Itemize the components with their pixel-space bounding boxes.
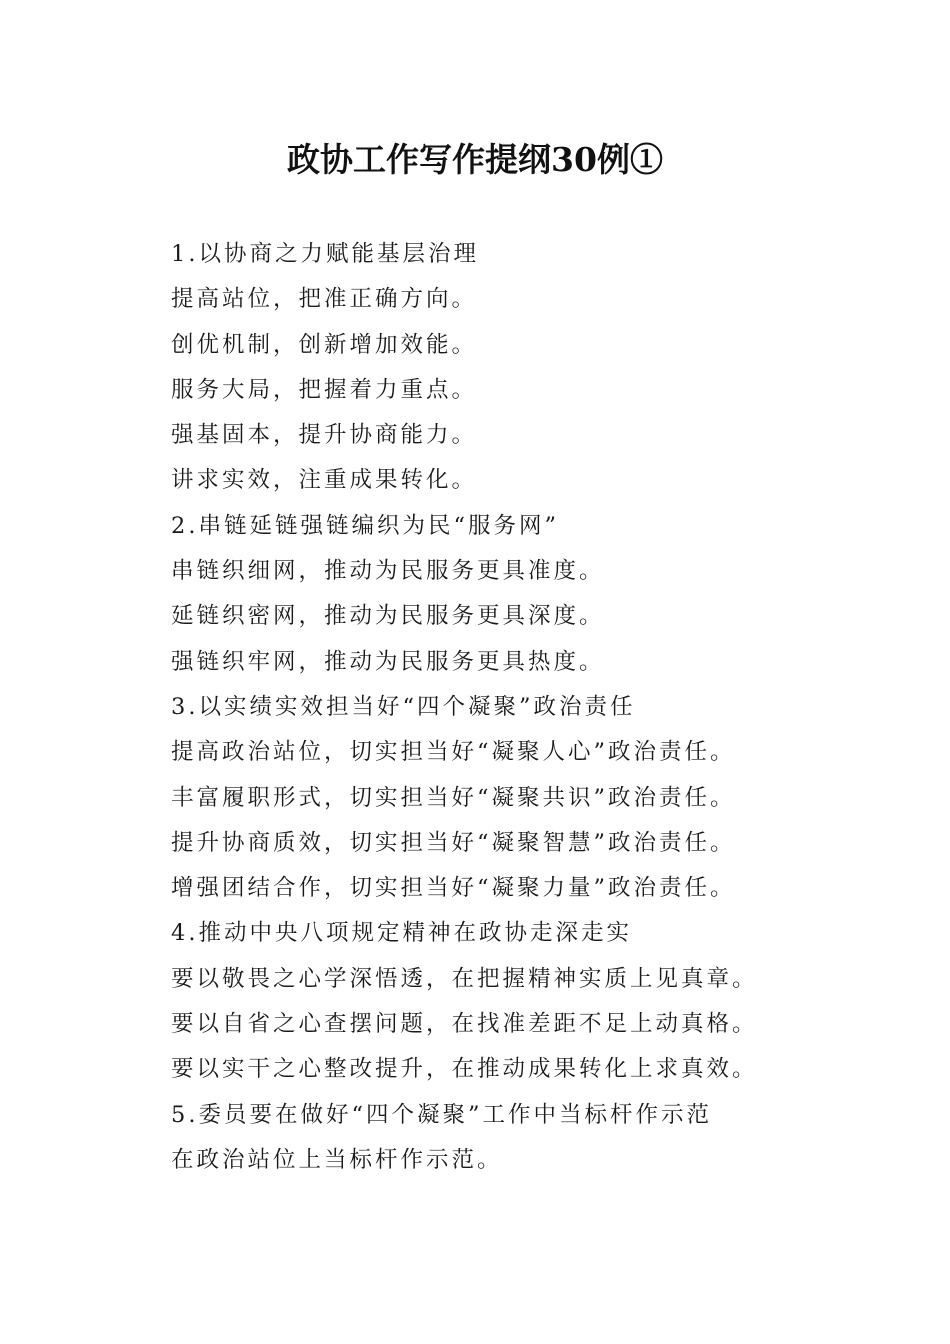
text-line: 服务大局，把握着力重点。 [171, 376, 478, 403]
text-line: 提高政治站位，切实担当好“凝聚人心”政治责任。 [171, 739, 736, 766]
document-title: 政协工作写作提纲30例① [287, 140, 663, 179]
text-line: 提升协商质效，切实担当好“凝聚智慧”政治责任。 [171, 829, 736, 856]
text-line: 丰富履职形式，切实担当好“凝聚共识”政治责任。 [171, 784, 736, 811]
heading-line-1: 1.以协商之力赋能基层治理 [171, 241, 479, 267]
heading-line-5: 5.委员要在做好“四个凝聚”工作中当标杆作示范 [171, 1101, 712, 1128]
text-line: 串链织细网，推动为民服务更具准度。 [171, 558, 605, 585]
heading-line-2: 2.串链延链强链编织为民“服务网” [171, 512, 559, 539]
text-line: 延链织密网，推动为民服务更具深度。 [171, 603, 605, 630]
text-line: 提高站位，把准正确方向。 [171, 286, 478, 313]
text-line: 要以自省之心查摆问题，在找准差距不足上动真格。 [171, 1011, 758, 1038]
text-line: 增强团结合作，切实担当好“凝聚力量”政治责任。 [171, 875, 736, 902]
heading-line-4: 4.推动中央八项规定精神在政协走深走实 [171, 920, 632, 947]
document-body [171, 232, 871, 1183]
text-line: 要以实干之心整改提升，在推动成果转化上求真效。 [171, 1056, 758, 1083]
text-line: 强链织牢网，推动为民服务更具热度。 [171, 648, 605, 675]
heading-line-3: 3.以实绩实效担当好“四个凝聚”政治责任 [171, 693, 636, 720]
text-line: 在政治站位上当标杆作示范。 [171, 1146, 503, 1173]
text-line: 强基固本，提升协商能力。 [171, 422, 478, 449]
text-line: 要以敬畏之心学深悟透，在把握精神实质上见真章。 [171, 965, 758, 992]
text-line: 创优机制，创新增加效能。 [171, 331, 478, 358]
text-line: 讲求实效，注重成果转化。 [171, 467, 478, 494]
